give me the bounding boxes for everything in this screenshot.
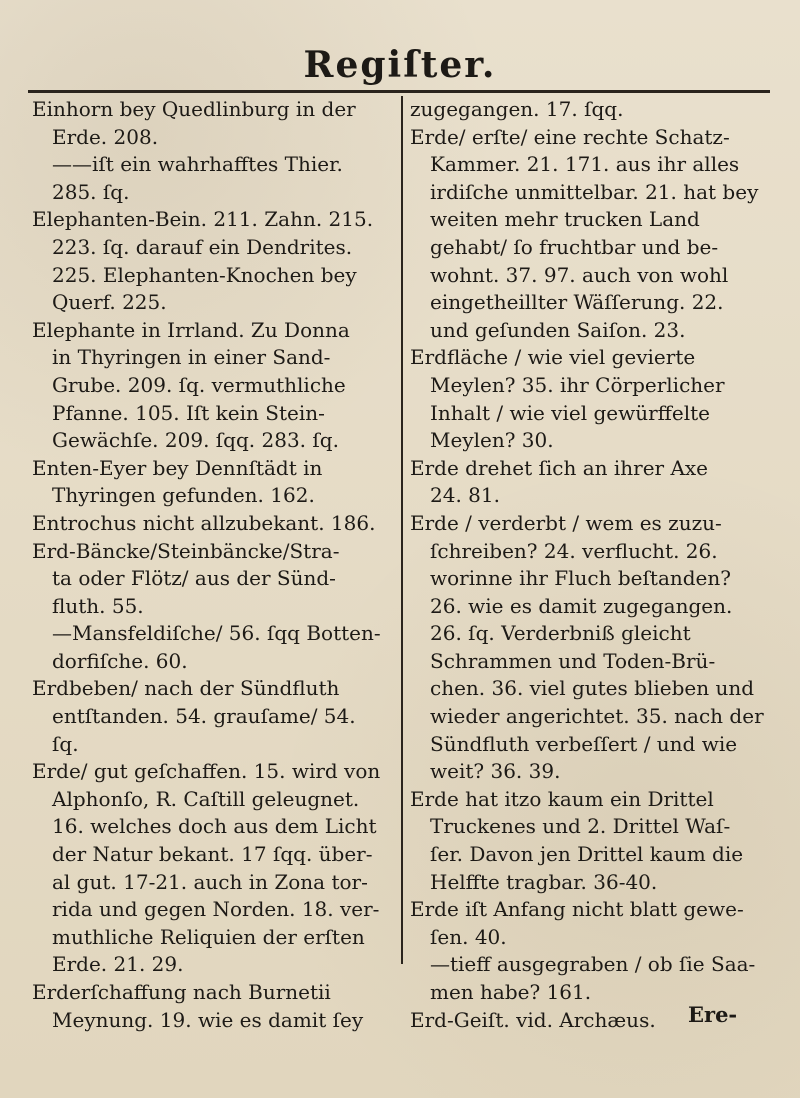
index-entry [410,344,764,454]
entry-line: weiten mehr trucken Land [430,207,700,232]
entry-line: —Mansfeldiſche/ 56. ſqq Botten- [52,621,381,646]
entry-line: dorfiſche. 60. [52,648,188,673]
entry-line: —tieff ausgegraben / ob ſie Saa- [430,952,756,977]
entry-line: Schrammen und Toden-Brü- [430,648,716,673]
column-divider [401,96,403,964]
entry-line: Helffte tragbar. 36-40. [430,869,658,894]
index-entry [32,538,390,676]
entry-line: 26. ſq. Verderbniß gleicht [430,621,691,646]
entry-line: 223. ſq. darauf ein Dendrites. [52,234,353,259]
index-entry [410,96,764,124]
entry-line: Sündfluth verbeſſert / und wie [430,731,738,756]
index-entry [32,675,390,758]
entry-line: rida und gegen Norden. 18. ver- [52,897,380,922]
entry-line: Querf. 225. [52,290,167,315]
index-entry [32,455,390,510]
index-entry [32,96,390,206]
entry-line: muthliche Reliquien der erſten [52,924,365,949]
entry-line: Elephanten-Bein. 211. Zahn. 215. [32,207,374,232]
index-entry [410,124,764,345]
header-rule [28,90,770,93]
right-column [410,96,768,1034]
index-entry [410,896,764,1006]
entry-line: ta oder Flötz/ aus der Sünd- [52,566,336,591]
entry-line: entſtanden. 54. grauſame/ 54. [52,704,356,729]
entry-line: wohnt. 37. 97. auch von wohl [430,262,729,287]
entry-line: ſer. Davon jen Drittel kaum die [430,842,744,867]
entry-line: chen. 36. viel gutes blieben und [430,676,755,701]
index-entry [32,206,390,316]
entry-line: Erdbeben/ nach der Sündfluth [32,676,340,701]
index-entry [410,510,764,786]
entry-line: Erd-Geiſt. vid. Archæus. [410,1007,656,1032]
entry-line: Meynung. 19. wie es damit ſey [52,1007,364,1032]
catchword: Ere- [688,1002,738,1027]
entry-line: Erde drehet ſich an ihrer Axe [410,455,709,480]
entry-line: eingetheillter Wäſſerung. 22. [430,290,724,315]
entry-line: und geſunden Saiſon. 23. [430,317,686,342]
index-entry [410,786,764,896]
entry-line: Elephante in Irrland. Zu Donna [32,317,350,342]
entry-line: Erde / verderbt / wem es zuzu- [410,510,722,535]
page-title: Regiſter. [303,44,497,86]
entry-line: ſchreiben? 24. verflucht. 26. [430,538,718,563]
entry-line: Erde. 208. [52,124,159,149]
entry-line: Entrochus nicht allzubekant. 186. [32,510,376,535]
entry-line: Erde hat itzo kaum ein Drittel [410,786,714,811]
index-entry [32,758,390,979]
left-column [32,96,396,1034]
entry-line: Meylen? 35. ihr Cörperlicher [430,372,725,397]
entry-line: fluth. 55. [52,593,144,618]
entry-line: zugegangen. 17. ſqq. [410,97,624,121]
entry-line: 26. wie es damit zugegangen. [430,593,733,618]
entry-line: Einhorn bey Quedlinburg in der [32,97,356,121]
entry-line: Erde/ erſte/ eine rechte Schatz- [410,124,730,149]
entry-line: 16. welches doch aus dem Licht [52,814,377,839]
entry-line: wieder angerichtet. 35. nach der [430,704,764,729]
entry-line: men habe? 161. [430,980,592,1004]
entry-line: Erde. 21. 29. [52,952,184,977]
entry-line: Erde/ gut geſchaffen. 15. wird von [32,759,381,784]
index-entry [32,979,390,1034]
entry-line: Inhalt / wie viel gewürffelte [430,400,710,425]
entry-line: Erdfläche / wie viel gevierte [410,345,696,370]
entry-line: ſen. 40. [430,924,507,949]
entry-line: Gewächſe. 209. ſqq. 283. ſq. [52,428,339,453]
entry-line: Enten-Eyer bey Dennſtädt in [32,455,323,480]
entry-line: worinne ihr Fluch beſtanden? [430,566,731,591]
entry-line: Erderſchaffung nach Burnetii [32,980,331,1004]
entry-line: Kammer. 21. 171. aus ihr alles [430,152,740,177]
entry-line: gehabt/ ſo fruchtbar und be- [430,234,719,259]
entry-line: ——iſt ein wahrhafftes Thier. [52,152,343,177]
entry-line: ſq. [52,731,79,756]
entry-line: al gut. 17-21. auch in Zona tor- [52,869,368,894]
entry-line: Alphonſo, R. Caſtill geleugnet. [52,786,360,811]
entry-line: Pfanne. 105. Iſt kein Stein- [52,400,325,425]
entry-line: 24. 81. [430,483,500,508]
entry-line: Grube. 209. ſq. vermuthliche [52,372,346,397]
entry-line: in Thyringen in einer Sand- [52,345,331,370]
entry-line: Erd-Bäncke/Steinbäncke/Stra- [32,538,340,563]
index-entry [32,317,390,455]
entry-line: irdiſche unmittelbar. 21. hat bey [430,179,759,204]
entry-line: 225. Elephanten-Knochen bey [52,262,357,287]
index-entry [410,455,764,510]
entry-line: 285. ſq. [52,179,130,204]
entry-line: der Natur bekant. 17 ſqq. über- [52,842,373,867]
entry-line: Thyringen gefunden. 162. [52,483,315,508]
entry-line: Erde iſt Anfang nicht blatt gewe- [410,897,744,922]
entry-line: weit? 36. 39. [430,759,561,784]
entry-line: Meylen? 30. [430,428,554,453]
index-entry [32,510,390,538]
entry-line: Truckenes und 2. Drittel Waſ- [430,814,731,839]
